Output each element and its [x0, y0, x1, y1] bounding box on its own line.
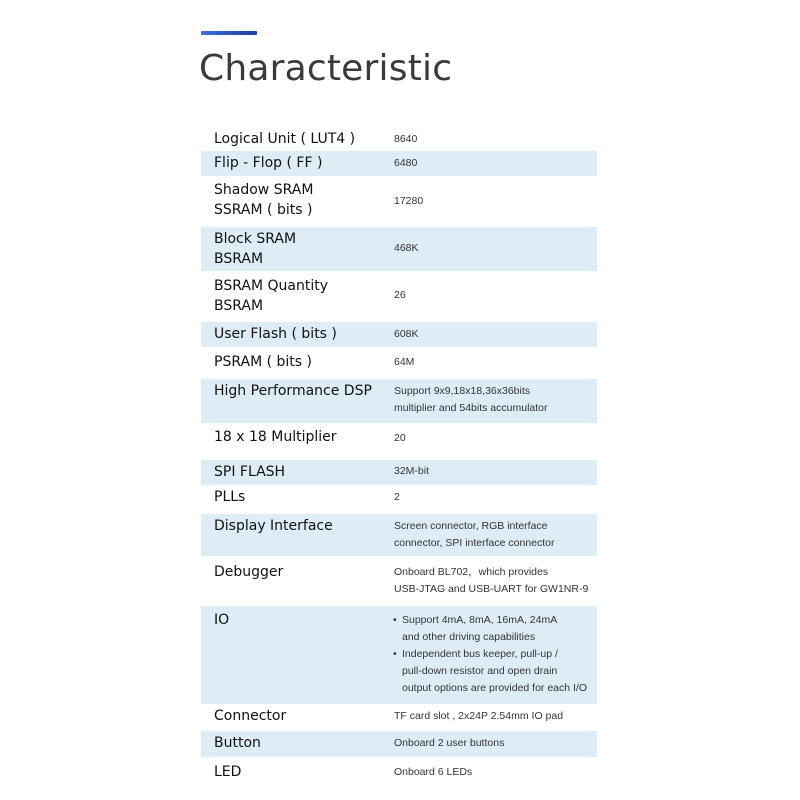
spec-row-flip-flop	[201, 151, 597, 176]
spec-label-line: Block SRAM	[214, 231, 297, 247]
spec-label: User Flash ( bits )	[214, 326, 337, 342]
spec-value-line: output options are provided for each I/O	[402, 682, 588, 694]
spec-row-dsp	[201, 379, 597, 423]
spec-value-bullets	[393, 612, 587, 697]
spec-row-block-sram	[201, 227, 597, 271]
spec-value-line: Screen connector, RGB interface	[394, 520, 548, 532]
spec-value-line: and other driving capabilities	[402, 631, 536, 643]
spec-label-line: SSRAM ( bits )	[214, 202, 313, 218]
spec-value: 20	[394, 432, 406, 444]
spec-row-multiplier	[201, 423, 597, 460]
spec-label: PSRAM ( bits )	[214, 354, 312, 370]
spec-label: Flip - Flop ( FF )	[214, 155, 323, 171]
spec-row-io	[201, 606, 597, 704]
spec-value: 32M-bit	[394, 465, 430, 477]
spec-row-plls	[201, 485, 597, 514]
spec-label-line: BSRAM Quantity	[214, 278, 329, 294]
spec-label	[214, 229, 296, 269]
spec-label-line: Shadow SRAM	[214, 182, 314, 198]
spec-value	[394, 383, 548, 417]
spec-row-spi-flash	[201, 460, 597, 485]
spec-row-led	[201, 757, 597, 786]
spec-value: 608K	[394, 328, 419, 340]
spec-value: Onboard 6 LEDs	[394, 766, 473, 778]
spec-value-line: USB-JTAG and USB-UART for GW1NR-9	[394, 583, 589, 595]
spec-label: Display Interface	[214, 518, 333, 534]
spec-value: 6480	[394, 157, 418, 169]
spec-value-line: pull-down resistor and open drain	[402, 665, 558, 677]
spec-label-line: BSRAM	[214, 251, 264, 267]
spec-row-button	[201, 731, 597, 757]
spec-value: 17280	[394, 195, 424, 207]
spec-label: IO	[214, 612, 230, 628]
spec-row-shadow-sram	[201, 176, 597, 227]
spec-row-debugger	[201, 556, 597, 606]
spec-label: Logical Unit ( LUT4 )	[214, 131, 356, 147]
spec-label: Connector	[214, 708, 287, 724]
spec-label: Button	[214, 735, 261, 751]
spec-value-line: connector, SPI interface connector	[394, 537, 555, 549]
spec-value: 64M	[394, 356, 415, 368]
spec-value: 2	[394, 491, 400, 503]
title-accent-bar	[201, 31, 257, 35]
spec-label	[214, 180, 313, 220]
spec-value: TF card slot , 2x24P 2.54mm IO pad	[394, 710, 564, 722]
spec-value-line: Support 9x9,18x18,36x36bits	[394, 385, 531, 397]
spec-label: SPI FLASH	[214, 464, 286, 480]
spec-value-line: multiplier and 54bits accumulator	[394, 402, 548, 414]
spec-label: High Performance DSP	[214, 383, 372, 399]
spec-value-line: Onboard BL702，which provides	[394, 566, 549, 578]
spec-row-logical-unit	[201, 127, 597, 151]
spec-value: 468K	[394, 242, 419, 254]
spec-value-line: • Independent bus keeper, pull-up /	[402, 648, 558, 660]
spec-label: LED	[214, 764, 242, 780]
spec-value: 26	[394, 289, 406, 301]
spec-value	[394, 518, 555, 552]
spec-row-display-interface	[201, 514, 597, 556]
io-bullet-item	[393, 646, 587, 697]
spec-row-connector	[201, 704, 597, 731]
spec-row-psram	[201, 347, 597, 379]
spec-label: PLLs	[214, 489, 246, 505]
spec-value: 8640	[394, 133, 418, 145]
spec-label-line: BSRAM	[214, 298, 264, 314]
spec-value	[394, 564, 588, 598]
io-bullet-item	[393, 612, 587, 646]
spec-row-user-flash	[201, 322, 597, 347]
page-title: Characteristic	[199, 48, 453, 89]
spec-label	[214, 276, 328, 316]
spec-label: Debugger	[214, 564, 284, 580]
spec-value: Onboard 2 user buttons	[394, 737, 505, 749]
spec-row-bsram-quantity	[201, 271, 597, 322]
spec-value-line: • Support 4mA, 8mA, 16mA, 24mA	[402, 614, 558, 626]
spec-label: 18 x 18 Multiplier	[214, 429, 337, 445]
spec-table	[201, 127, 597, 786]
